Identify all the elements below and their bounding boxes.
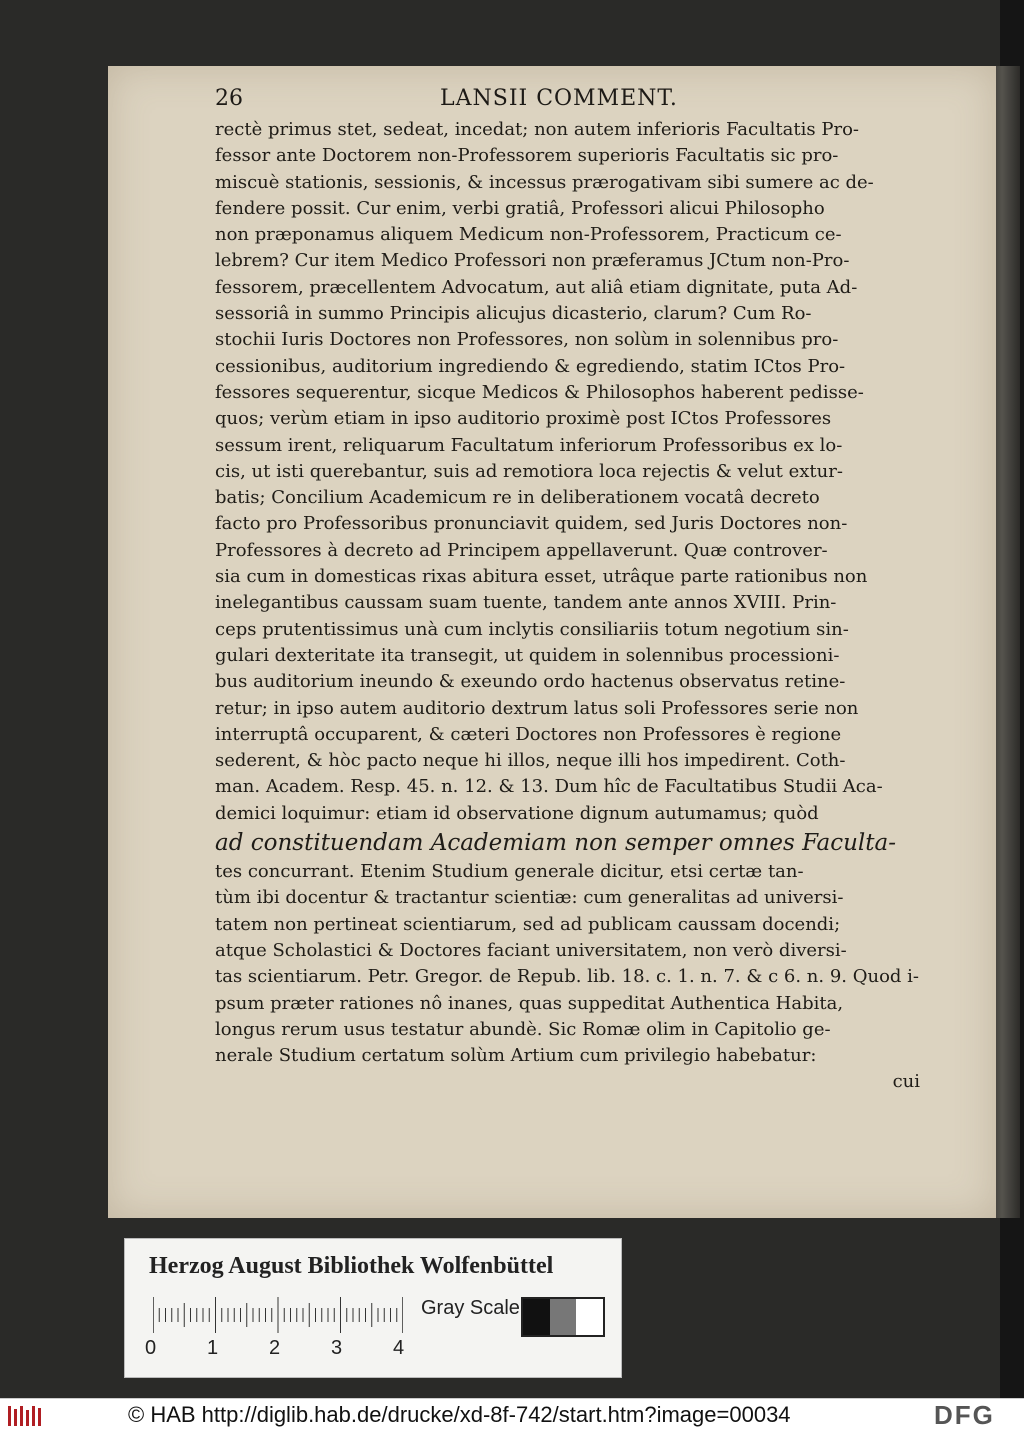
text-line: sessoriâ in summo Principis alicujus dicasterio, clarum? Cum Ro-: [215, 303, 812, 325]
text-line: lebrem? Cur item Medico Professori non præferamus JCtum non-Pro-: [215, 250, 850, 272]
text-line: tas scientiarum. Petr. Gregor. de Repub. lib. 18. c. 1. n. 7. & c 6. n. 9. Quod i-: [215, 966, 920, 988]
ruler-labels: [145, 1337, 415, 1361]
text-line: sia cum in domesticas rixas abitura esset, utrâque parte rationibus non: [215, 566, 868, 588]
text-line: gulari dexteritate ita transegit, ut quidem in solennibus processioni-: [215, 644, 840, 666]
text-line: fessorem, præcellentem Advocatum, aut aliâ etiam dignitate, puta Ad-: [215, 276, 858, 298]
text-line: cessionibus, auditorium ingrediendo & egrediendo, statim ICtos Pro-: [215, 355, 846, 377]
text-line: fessor ante Doctorem non-Professorem superioris Facultatis sic pro-: [215, 145, 839, 167]
text-line: rectè primus stet, sedeat, incedat; non autem inferioris Facultatis Pro-: [215, 119, 859, 140]
text-line: man. Academ. Resp. 45. n. 12. & 13. Dum hîc de Facultatibus Studii Aca-: [215, 776, 883, 798]
text-line: sessum irent, reliquarum Facultatum inferiorum Professoribus ex lo-: [215, 434, 843, 456]
text-line: inelegantibus caussam suam tuente, tandem ante annos XVIII. Prin-: [215, 592, 837, 614]
grayscale-swatches: [521, 1297, 605, 1337]
page-header-title: LANSII COMMENT.: [440, 86, 678, 111]
viewer-footer: [0, 1398, 1024, 1433]
gray-swatch-dark: [523, 1299, 550, 1335]
text-line: bus auditorium ineundo & exeundo ordo hactenus observatus retine-: [215, 671, 846, 693]
page-text-block: [215, 117, 930, 1096]
text-line: ceps prutentissimus unà cum inclytis consiliariis totum negotium sin-: [215, 618, 849, 640]
permalink-url[interactable]: © HAB http://diglib.hab.de/drucke/xd-8f-742/start.htm?image=00034: [128, 1402, 791, 1427]
page-number: 26: [215, 86, 243, 111]
text-line: tatem non pertineat scientiarum, sed ad publicam caussam docendi;: [215, 913, 841, 935]
ruler-label: 3: [331, 1337, 343, 1359]
text-line: stochii Iuris Doctores non Professores, non solùm in solennibus pro-: [215, 329, 839, 351]
gray-swatch-mid: [550, 1299, 577, 1335]
running-head: [215, 86, 715, 116]
ruler-label: 4: [393, 1337, 405, 1359]
text-line: fessores sequerentur, sicque Medicos & Philosophos haberent pedisse-: [215, 381, 864, 403]
text-line: quos; verùm etiam in ipso auditorio proximè post ICtos Professores: [215, 408, 832, 430]
catchword: cui: [892, 1071, 920, 1093]
library-name: Herzog August Bibliothek Wolfenbüttel: [149, 1253, 554, 1279]
italic-text-line: ad constituendam Academiam non semper omnes Faculta-: [215, 830, 896, 857]
text-line: cis, ut isti querebantur, suis ad remotiora loca rejectis & velut extur-: [215, 460, 843, 482]
grayscale-label: Gray Scale: [421, 1297, 520, 1319]
ruler-scale: [153, 1297, 403, 1333]
text-line: sederent, & hòc pacto neque hi illos, neque illi hos impedirent. Coth-: [215, 750, 846, 772]
text-line: facto pro Professoribus pronunciavit quidem, sed Juris Doctores non-: [215, 513, 848, 535]
text-line: non præponamus aliquem Medicum non-Professorem, Practicum ce-: [215, 224, 842, 246]
text-line: nerale Studium certatum solùm Artium cum privilegio habebatur:: [215, 1045, 817, 1067]
text-line: demici loquimur: etiam id observatione dignum autumamus; quòd: [215, 802, 819, 824]
gray-swatch-light: [576, 1299, 603, 1335]
text-line: interruptâ occuparent, & cæteri Doctores non Professores è regione: [215, 723, 842, 745]
text-line: batis; Concilium Academicum re in deliberationem vocatâ decreto: [215, 487, 820, 509]
text-line: tes concurrant. Etenim Studium generale dicitur, etsi certæ tan-: [215, 861, 804, 883]
color-calibration-card: [124, 1238, 622, 1378]
ruler-label: 0: [145, 1337, 157, 1359]
text-line: tùm ibi docentur & tractantur scientiæ: cum generalitas ad universi-: [215, 887, 844, 909]
text-line: miscuè stationis, sessionis, & incessus prærogativam sibi sumere ac de-: [215, 171, 874, 193]
text-line: retur; in ipso autem auditorio dextrum latus soli Professores serie non: [215, 697, 859, 719]
hab-logo-icon: [8, 1404, 44, 1428]
text-line: fendere possit. Cur enim, verbi gratiâ, Professori alicui Philosopho: [215, 197, 825, 219]
text-line: atque Scholastici & Doctores faciant universitatem, non verò diversi-: [215, 939, 847, 961]
dfg-logo: DFG: [934, 1400, 995, 1430]
text-line: longus rerum usus testatur abundè. Sic Romæ olim in Capitolio ge-: [215, 1018, 831, 1040]
ruler-label: 1: [207, 1337, 219, 1359]
text-line: Professores à decreto ad Principem appellaverunt. Quæ controver-: [215, 539, 828, 561]
text-line: psum præter rationes nô inanes, quas suppeditat Authentica Habita,: [215, 992, 844, 1014]
ruler-label: 2: [269, 1337, 281, 1359]
